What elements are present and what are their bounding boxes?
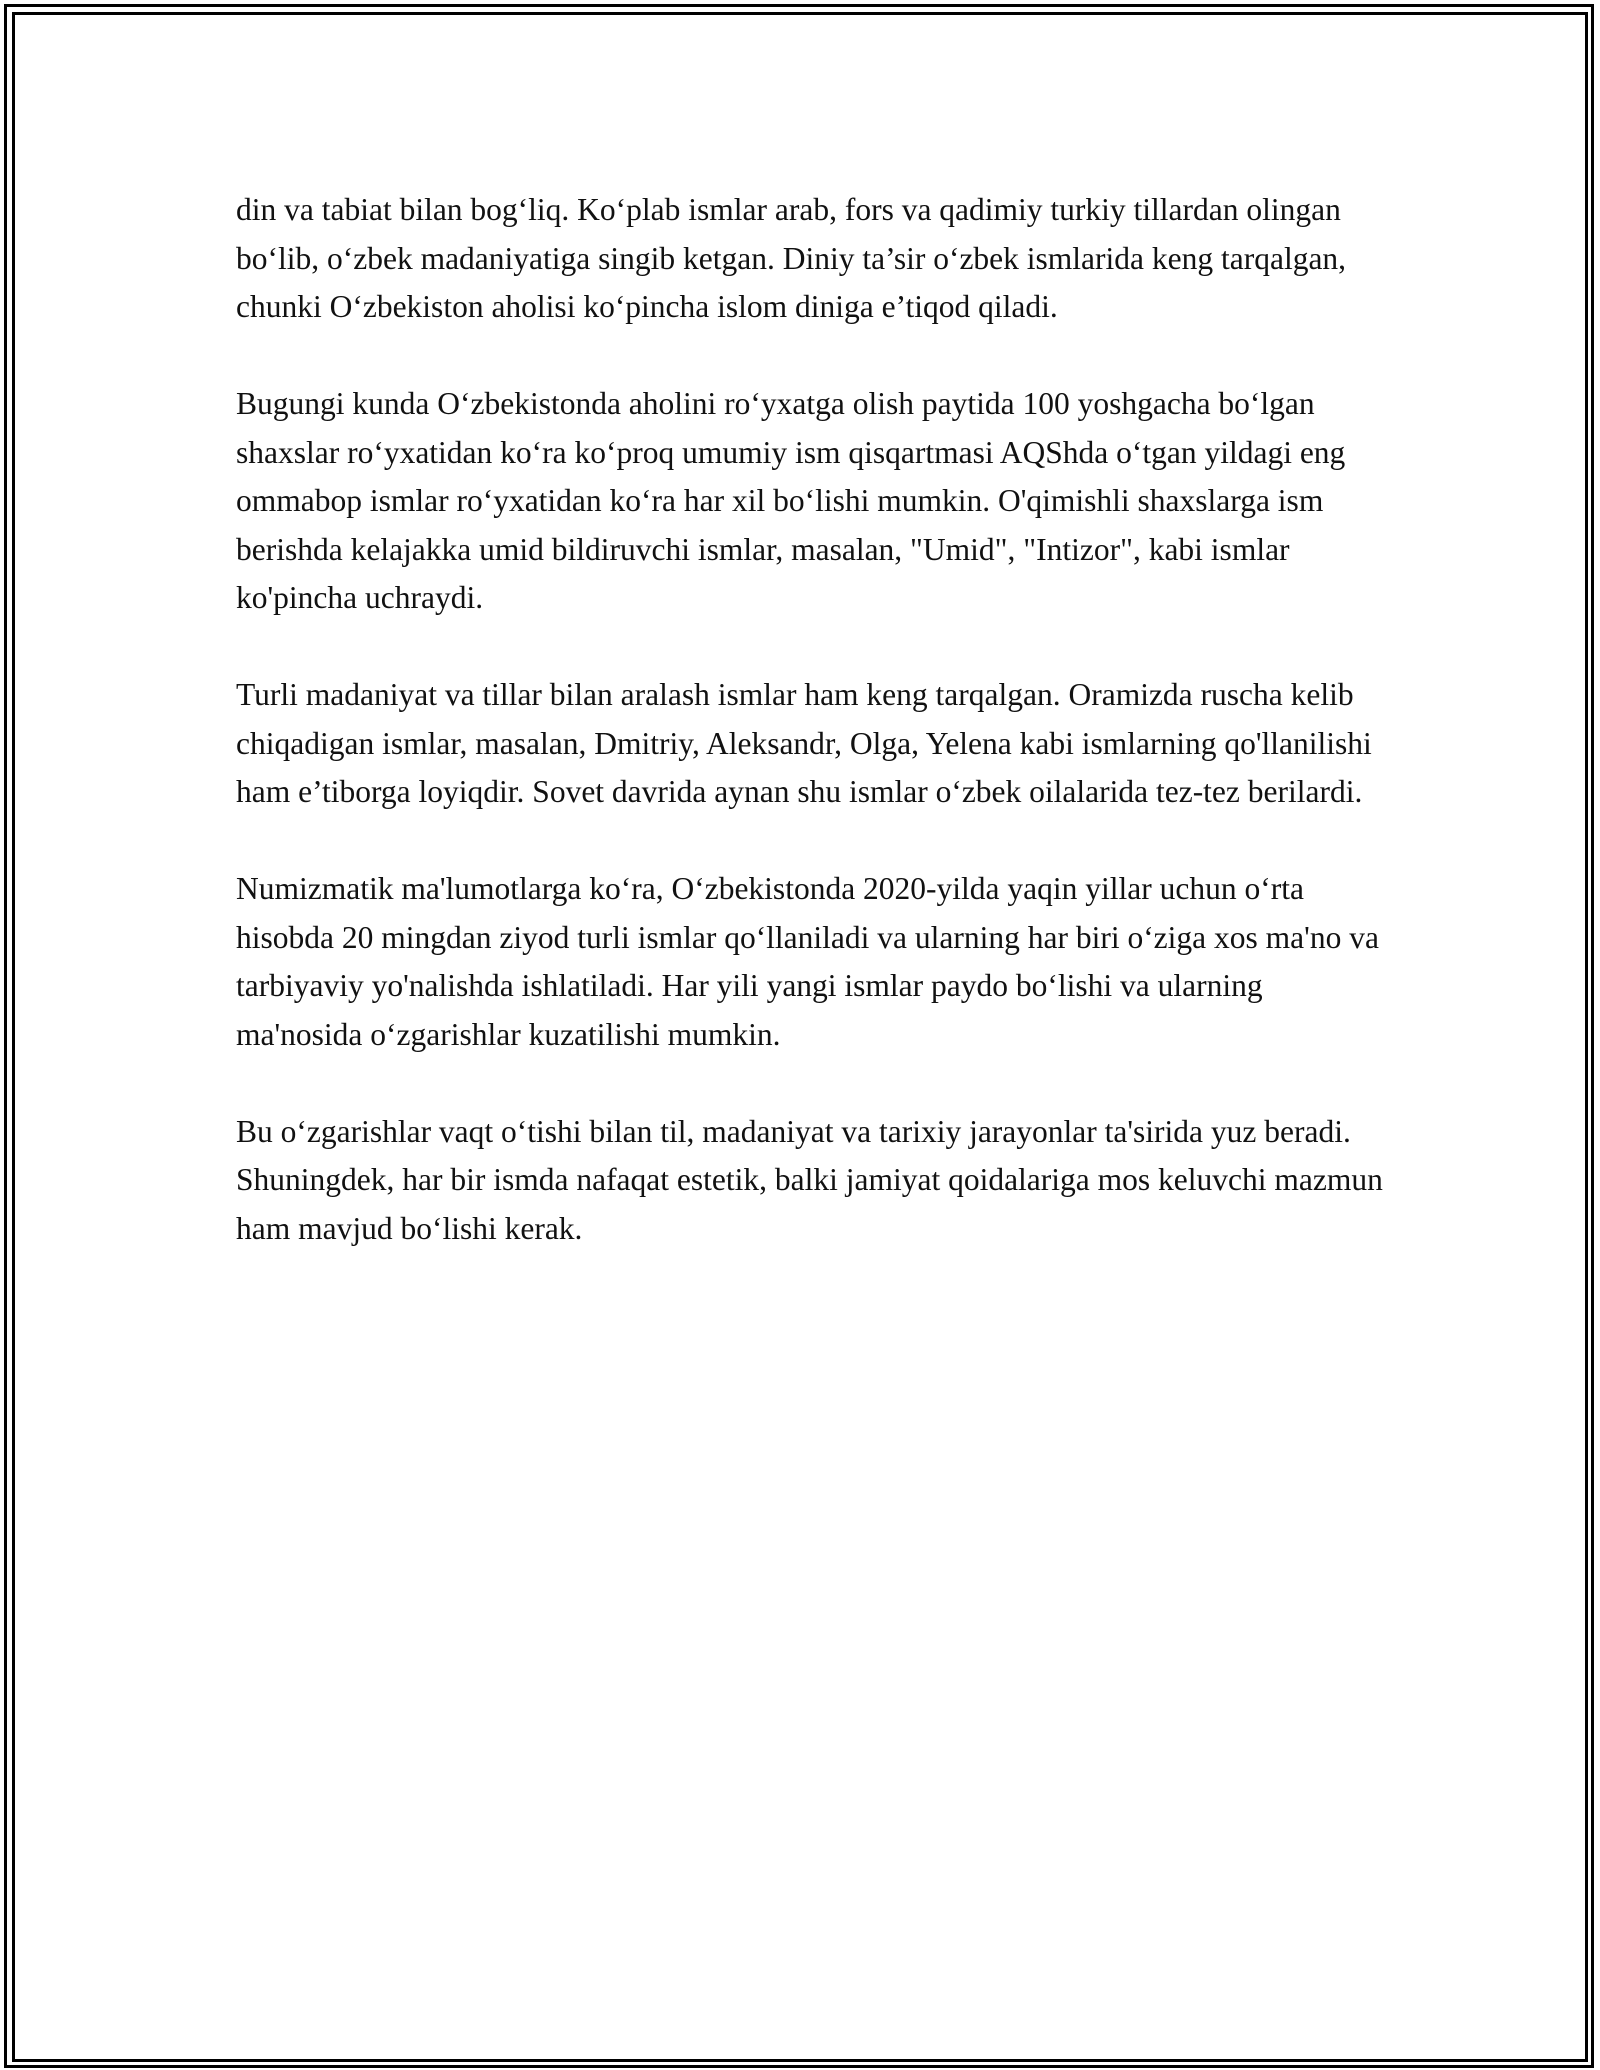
document-body — [236, 186, 1386, 1302]
paragraph-1: din va tabiat bilan bog‘liq. Ko‘plab ismlar arab, fors va qadimiy turkiy tillardan olingan bo‘lib, o‘zbek madaniyatiga singib ketgan. Diniy ta’sir o‘zbek ismlarida keng tarqalgan, chunki O‘zbekiston aholisi ko‘pincha islom diniga e’tiqod qiladi. — [236, 192, 1347, 324]
paragraph-4: Numizmatik ma'lumotlarga ko‘ra, O‘zbekistonda 2020-yilda yaqin yillar uchun o‘rta hisobda 20 mingdan ziyod turli ismlar qo‘llaniladi va ularning har biri o‘ziga xos ma'no va tarbiyaviy yo'nalishda ishlatiladi. Har yili yangi ismlar paydo bo‘lishi va ularning ma'nosida o‘zgarishlar kuzatilishi mumkin. — [236, 871, 1379, 1052]
paragraph-5: Bu o‘zgarishlar vaqt o‘tishi bilan til, madaniyat va tarixiy jarayonlar ta'sirida yuz beradi. Shuningdek, har bir ismda nafaqat estetik, balki jamiyat qoidalariga mos keluvchi mazmun ham mavjud bo‘lishi kerak. — [236, 1113, 1383, 1246]
paragraph-2: Bugungi kunda O‘zbekistonda aholini ro‘yxatga olish paytida 100 yoshgacha bo‘lgan shaxslar ro‘yxatidan ko‘ra ko‘proq umumiy ism qisqartmasi AQShda o‘tgan yildagi eng ommabop ismlar ro‘yxatidan ko‘ra har xil bo‘lishi mumkin. O'qimishli shaxslarga ism berishda kelajakka umid bildiruvchi ismlar, masalan, "Umid", "Intizor", kabi ismlar ko'pincha uchraydi. — [236, 386, 1346, 615]
paragraph-3: Turli madaniyat va tillar bilan aralash ismlar ham keng tarqalgan. Oramizda ruscha kelib chiqadigan ismlar, masalan, Dmitriy, Aleksandr, Olga, Yelena kabi ismlarning qo'llanilishi ham e’tiborga loyiqdir. Sovet davrida aynan shu ismlar o‘zbek oilalarida tez-tez berilardi. — [236, 677, 1372, 809]
